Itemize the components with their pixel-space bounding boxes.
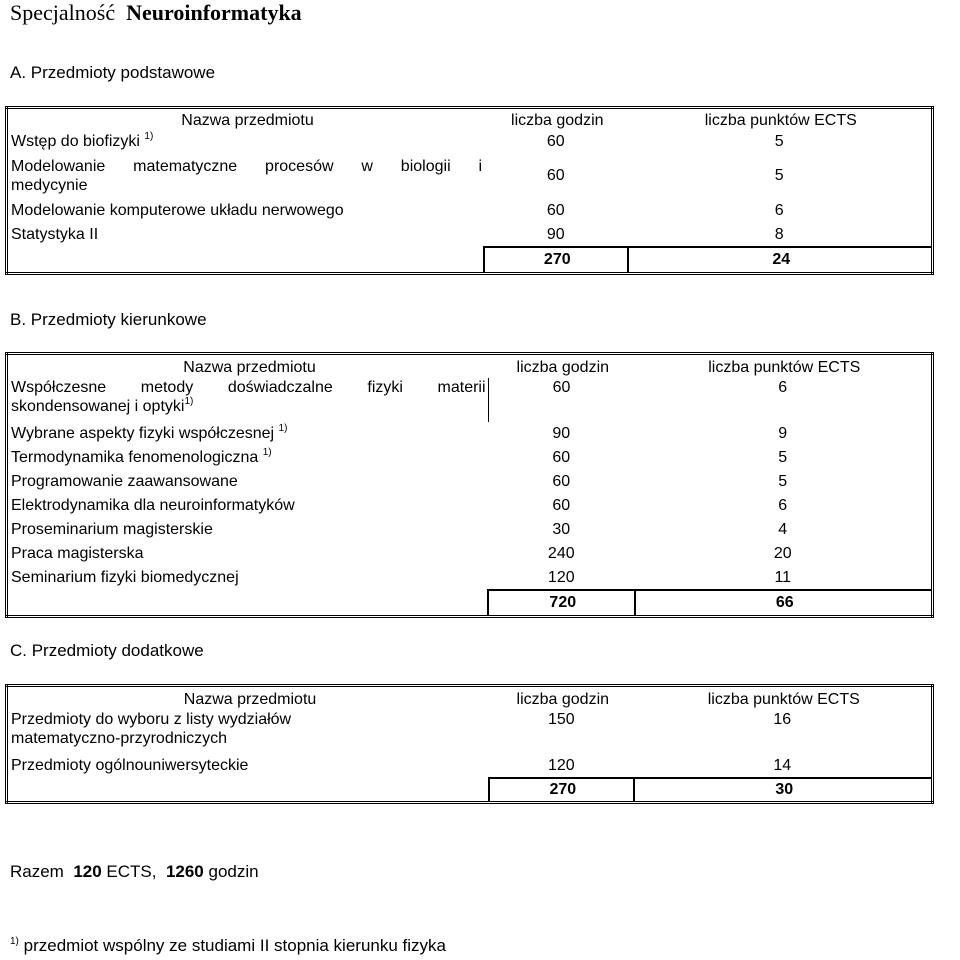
subject-hours: 60 [546, 167, 565, 184]
table-row [7, 446, 933, 470]
header-ects: liczba punktów ECTS [707, 690, 860, 708]
table-header-row [7, 354, 933, 378]
subject-ects: 9 [778, 425, 788, 442]
footnote-ref: 1) [262, 447, 272, 458]
table-total-row [7, 247, 933, 273]
page-title [10, 0, 302, 26]
header-subject-name: Nazwa przedmiotu [183, 690, 317, 708]
footnote [10, 936, 446, 956]
subject-name: Termodynamika fenomenologiczna $^{1)}$ [11, 447, 272, 466]
header-hours: liczba godzin [516, 690, 610, 708]
header-ects: liczba punktów ECTS [708, 358, 861, 376]
subject-hours: 240 [547, 545, 575, 562]
subject-ects: 4 [778, 521, 788, 538]
subject-ects: 11 [774, 568, 792, 586]
summary-hours-value: 1260 [165, 862, 204, 881]
subject-ects: 5 [778, 449, 788, 466]
header-subject-name: Nazwa przedmiotu [183, 358, 316, 376]
footnote-ref: 1) [184, 395, 194, 407]
summary-ects-unit: ECTS, [106, 862, 157, 881]
header-ects: liczba punktów ECTS [704, 112, 857, 129]
subject-name: Wstęp do biofizyki $^{1)}$ [11, 131, 154, 150]
subject-ects: 20 [773, 545, 792, 562]
subject-hours: 60 [552, 378, 571, 396]
total-hours: 270 [484, 247, 627, 273]
subject-name: Elektrodynamika dla neuroinformatyków [11, 497, 295, 514]
total-ects: 66 [635, 590, 933, 617]
subject-ects: 16 [773, 710, 792, 728]
table-row [7, 198, 933, 222]
table-header-row [7, 686, 933, 710]
subject-ects: 5 [778, 473, 788, 490]
subject-ects: 8 [774, 225, 784, 243]
subject-name: Programowanie zaawansowane [11, 473, 238, 490]
subject-hours: 30 [552, 521, 571, 538]
table-row [7, 153, 933, 198]
subject-name: Seminarium fizyki biomedycznej [11, 569, 239, 586]
subject-name: Statystyka II [11, 226, 99, 243]
subject-hours: 120 [547, 568, 575, 586]
table-row [7, 470, 933, 494]
section-c-heading: C. Przedmioty dodatkowe [10, 641, 204, 660]
summary-label: Razem [10, 862, 64, 881]
total-ects: 24 [628, 247, 933, 273]
title-prefix: Specjalność [10, 0, 116, 25]
header-hours: liczba godzin [516, 358, 610, 376]
table-row [7, 422, 933, 446]
subject-name: Modelowanie komputerowe układu nerwowego [11, 201, 344, 219]
table-row [7, 494, 933, 518]
subject-name: Modelowanie matematyczne procesów w biologii i medycynie [11, 157, 483, 194]
header-hours: liczba godzin [511, 112, 604, 129]
header-subject-name: Nazwa przedmiotu [181, 112, 314, 129]
subject-hours: 60 [552, 449, 571, 466]
subject-name: Proseminarium magisterskie [11, 521, 213, 538]
table-total-row [7, 590, 933, 617]
table-total-row [7, 778, 933, 803]
subject-ects: 14 [773, 756, 792, 774]
table-header-row [7, 108, 933, 131]
footnote-text: przedmiot wspólny ze studiami II stopnia kierunku fizyka [23, 936, 446, 955]
table-row [7, 378, 933, 422]
section-b-heading: B. Przedmioty kierunkowe [10, 310, 207, 329]
summary-ects-value: 120 [73, 862, 102, 881]
subject-hours: 90 [552, 425, 571, 442]
subject-hours: 60 [552, 473, 571, 490]
table-additional-subjects [5, 684, 934, 804]
summary-line [10, 862, 259, 882]
table-row [7, 754, 933, 778]
subject-name: Praca magisterska [11, 545, 144, 562]
subject-hours: 60 [546, 133, 565, 150]
subject-name: Wybrane aspekty fizyki współczesnej $^{1)}$ [11, 423, 288, 442]
subject-hours: 60 [546, 201, 565, 219]
subject-hours: 150 [547, 710, 575, 728]
subject-name: Przedmioty ogólnouniwersyteckie [11, 757, 249, 774]
table-row [7, 542, 933, 566]
subject-name: Współczesne metody doświadczalne fizyki materii skondensowanej i optyki$^{1)}$ [7, 378, 489, 422]
summary-hours-unit: godzin [208, 862, 259, 881]
title-specialization: Neuroinformatyka [126, 0, 302, 25]
table-row [7, 710, 933, 754]
total-hours: 720 [488, 590, 634, 617]
table-row [7, 518, 933, 542]
table-row [7, 130, 933, 153]
table-major-subjects [5, 352, 934, 618]
footnote-ref: 1) [144, 131, 154, 142]
footnote-mark: 1) [10, 936, 19, 947]
subject-hours: 120 [547, 756, 575, 774]
section-a-heading: A. Przedmioty podstawowe [10, 63, 216, 82]
total-ects: 30 [634, 778, 933, 803]
table-basic-subjects [5, 106, 934, 275]
total-hours: 270 [489, 778, 633, 803]
subject-name: Przedmioty do wyboru z listy wydziałów matematyczno-przyrodniczych [11, 710, 292, 747]
subject-hours: 90 [546, 225, 565, 243]
subject-ects: 5 [774, 133, 784, 150]
table-row [7, 566, 933, 590]
subject-ects: 5 [774, 167, 784, 184]
subject-ects: 6 [774, 201, 784, 219]
subject-hours: 60 [552, 497, 571, 514]
footnote-ref: 1) [278, 423, 288, 434]
subject-ects: 6 [778, 378, 788, 396]
table-row [7, 222, 933, 247]
subject-ects: 6 [778, 497, 788, 514]
